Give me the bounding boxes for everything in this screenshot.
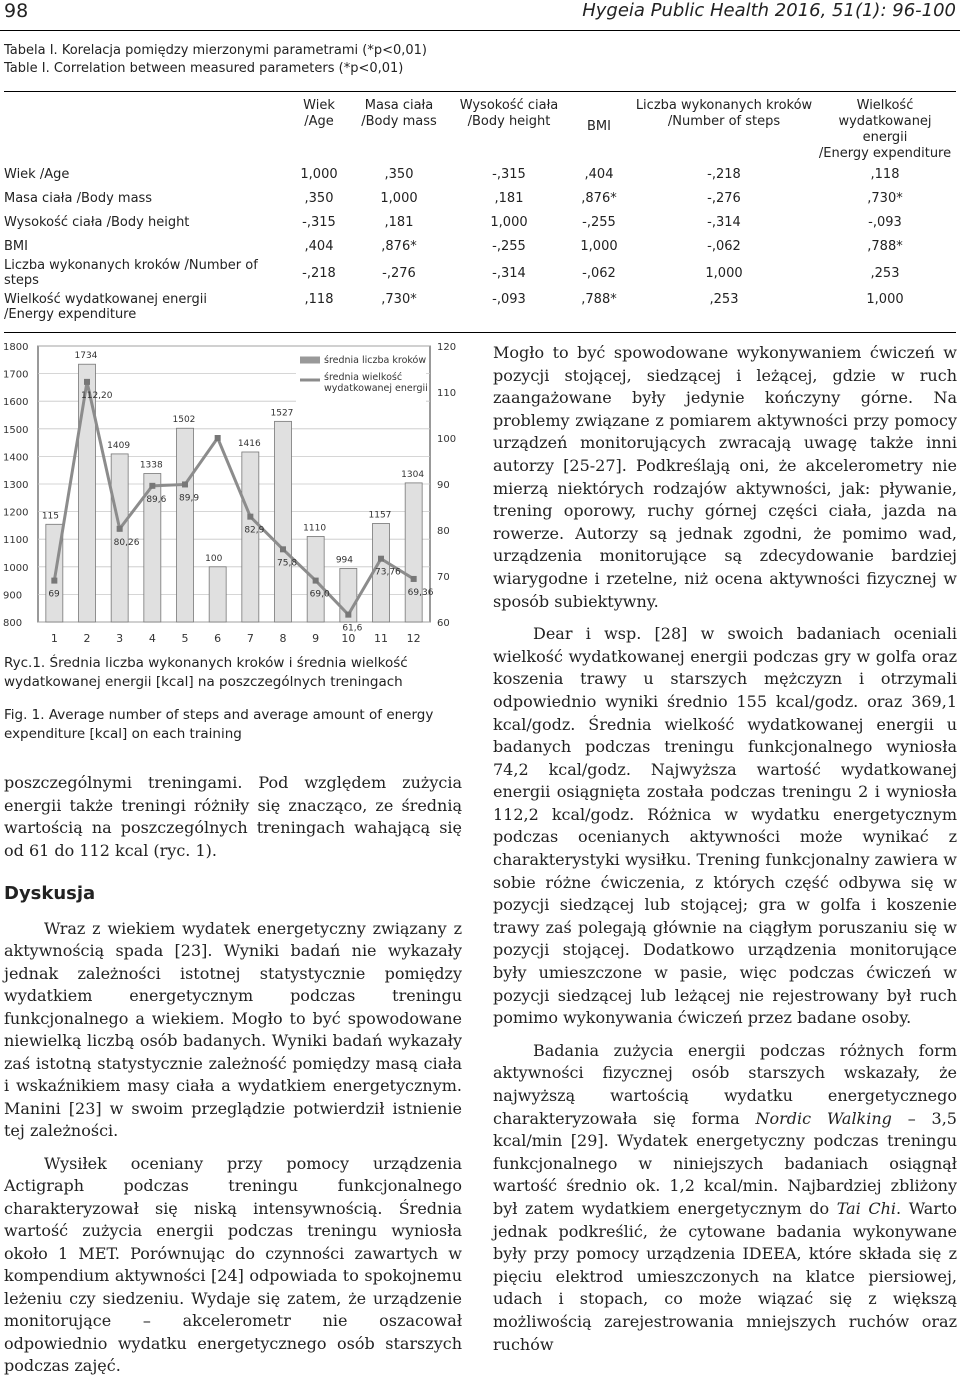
bar-value-label: 1416: [237, 438, 261, 449]
figure-caption-pl: Ryc.1. Średnia liczba wykonanych kroków i średnia wielkość wydatkowanej energii [kcal] na poszczególnych treningach: [4, 655, 408, 690]
table-row: [4, 186, 956, 210]
table-cell: -,062: [582, 265, 616, 281]
column-header: Wiek /Age: [294, 92, 344, 163]
y-left-tick-label: 1700: [3, 369, 29, 381]
energy-point: [345, 612, 351, 618]
column-header: Wysokość ciała /Body height: [454, 92, 564, 163]
energy-point: [378, 556, 384, 562]
table-cell: -,255: [492, 238, 526, 254]
table-row: [4, 288, 956, 333]
table-cell: -,314: [492, 265, 526, 281]
energy-point: [84, 379, 90, 385]
row-label: Wysokość ciała /Body height: [4, 214, 190, 230]
table-caption-pl: Tabela I. Korelacja pomiędzy mierzonymi parametrami (*p<0,01): [4, 43, 427, 58]
row-label: Masa ciała /Body mass: [4, 190, 153, 206]
table-cell: ,730*: [867, 190, 903, 206]
correlation-table: [4, 91, 956, 333]
body-paragraph: Wraz z wiekiem wydatek energetyczny związany z aktywnością spada [23]. Wyniki badań nie wykazały jednak zależności istotnej statystycznie pomiędzy wydatkiem energetycznym podczas treningu funkcjonalnego a wiekiem. Mogło to być spowodowane niewielką liczbą osób badanych. Wyniki badań wykazały zaś istotną statystycznie zależność pomiędzy masą ciała i wskaźnikiem masy ciała a wydatkiem energetycznym. Manini [23] w swoim przeglądzie potwierdził istnienie tej zależności.: [4, 918, 462, 1140]
y-left-tick-label: 900: [3, 590, 23, 602]
y-left-tick-label: 1400: [3, 452, 29, 464]
x-tick-label: 7: [246, 632, 254, 645]
bar-value-label: 1734: [74, 351, 98, 362]
y-right-tick-label: 60: [437, 618, 450, 629]
table-cell: -,276: [707, 190, 741, 206]
y-right-tick-label: 120: [437, 342, 457, 353]
y-left-tick-label: 1300: [3, 480, 29, 491]
table-row: [4, 210, 956, 234]
line-value-label: 69,36: [407, 587, 434, 598]
line-value-label: 69: [48, 589, 60, 600]
energy-point: [182, 481, 188, 487]
table-cell: ,350: [384, 166, 414, 182]
table-row: [4, 162, 956, 186]
bar-value-label: 1527: [270, 408, 294, 419]
column-header: Masa ciała /Body mass: [344, 92, 454, 163]
y-right-tick-label: 90: [437, 480, 450, 491]
left-text-column: [4, 772, 462, 1378]
table-row: [4, 234, 956, 258]
table-cell: ,730*: [344, 288, 454, 333]
section-heading: Dyskusja: [4, 883, 96, 904]
x-tick-label: 5: [181, 632, 189, 645]
step-bar: [242, 452, 259, 622]
table-cell: -,093: [454, 288, 564, 333]
x-tick-label: 6: [214, 632, 222, 645]
row-label: Liczba wykonanych kroków /Number of steps: [4, 258, 258, 288]
energy-point: [411, 576, 417, 582]
table-cell: ,181: [494, 190, 524, 206]
table-cell: ,788*: [564, 288, 634, 333]
row-label: Wielkość wydatkowanej energii /Energy expenditure: [4, 288, 294, 333]
bar-value-label: 1304: [401, 469, 425, 480]
body-paragraph: Wysiłek oceniany przy pomocy urządzenia Actigraph podczas treningu funkcjonalnego charakteryzował się niską intensywnością. Średnia wartość zużycia energii podczas treningu wyniosła około 1 MET. Porównując do czynności zawartych w kompendium aktywności [24] odpowiada to spokojnemu leżeniu czy siedzeniu. Wydaje się zatem, że urządzenie monitorujące – akcelerometr nie oszacował odpowiednio wydatku energetycznego osób starszych podczas zajęć.: [4, 1153, 462, 1375]
body-paragraph: Mogło to być spowodowane wykonywaniem ćwiczeń w pozycji stojącej, siedzącej i leżącej, gdzie w ruch zaangażowane były jedynie kończyny górne. Na problemy związane z pomiarem aktywności przy pomocy urządzeń monitorujących zwracają uwagę także inni autorzy [25-27]. Podkreślają oni, że akcelerometry nie mierzą niektórych rodzajów aktywności, jak: pływanie, trening oporowy, ruchy górnej części ciała, jazda na rowerze. Autorzy są jednak zgodni, że pomimo wad, urządzenia monitorujące są zdecydowanie bardziej wiarygodne i rzetelne, niż ocena aktywności fizycznej w sposób subiektywny.: [493, 343, 957, 611]
x-tick-label: 11: [374, 632, 388, 645]
table-cell: ,876*: [581, 190, 617, 206]
bar-value-label: 994: [335, 555, 354, 566]
energy-point: [247, 514, 253, 520]
figure-caption: [4, 654, 460, 758]
x-tick-label: 8: [279, 632, 287, 645]
bar-value-label: 1338: [139, 460, 163, 471]
line-value-label: 89,6: [146, 494, 167, 505]
table-header-empty: [4, 92, 294, 163]
figure-caption-en: Fig. 1. Average number of steps and average amount of energy expenditure [kcal] on each training: [4, 707, 434, 742]
x-tick-label: 2: [83, 632, 91, 645]
table-cell: 1,000: [490, 214, 528, 230]
chart-svg: [0, 336, 460, 648]
bar-value-label: 1157: [368, 510, 392, 521]
table-cell: -,218: [707, 166, 741, 182]
table-cell: -,255: [582, 214, 616, 230]
line-value-label: 61,6: [342, 623, 363, 634]
energy-point: [313, 578, 319, 584]
table-cell: -,314: [707, 214, 741, 230]
table-cell: -,315: [302, 214, 336, 230]
legend-label-energy: średnia wielkość wydatkowanej energii: [324, 372, 428, 394]
table-cell: -,218: [302, 265, 336, 281]
body-paragraph: Dear i wsp. [28] w swoich badaniach oceniali wielkość wydatkowanej energii podczas gry w golfa oraz koszenia trawy u starszych mężczyzn i otrzymali odpowiednio wyniki średnio 155 kcal/godz. oraz 369,1 kcal/godz. Średnia wielkość wydatkowanej energii u badanych podczas treningu funkcjonalnego wyniosła 74,2 kcal/godz. Najwyższa wartość wydatkowanej energii osiągnięta została podczas treningu 2 i wyniosła 112,2 kcal/godz. Różnica w wydatku energetycznym podczas ocenianych aktywności może wynikać z charakterystyki wysiłku. Trening funkcjonalny zawiera w sobie różne ćwiczenia, z których część odbywa się w pozycji siedzącej lub stojącej; gra w golfa i koszenie trawy zaś polegają głównie na ciągłym poruszaniu się w pozycji stojącej. Dodatkowo urządzenia monitorujące były umieszczone w pasie, więc podczas ćwiczeń w pozycji siedzącej lub leżącej nie rejestrowany był ruch pomimo wykonywania ćwiczeń przez badane osoby.: [493, 624, 957, 1028]
x-tick-label: 3: [116, 632, 124, 645]
energy-point: [117, 526, 123, 532]
y-left-tick-label: 1000: [3, 562, 29, 574]
table-row: [4, 258, 956, 288]
y-left-tick-label: 1800: [3, 342, 29, 353]
y-right-tick-label: 70: [437, 572, 450, 583]
x-tick-label: 1: [50, 632, 58, 645]
energy-point: [215, 435, 221, 441]
table-cell: 1,000: [814, 288, 956, 333]
y-left-tick-label: 1200: [3, 507, 29, 519]
table-cell: ,181: [384, 214, 414, 230]
x-tick-label: 9: [312, 632, 320, 645]
body-paragraph: Badania zużycia energii podczas różnych form aktywności fizycznej osób starszych wskazały, że najwyższą wartością wydatku energetycznego charakteryzowała się forma Nordic Walking – 3,5 kcal/min [29]. Wydatek energetyczny podczas treningu funkcjonalnego w niniejszych badaniach osiągnął wartość średnio ok. 1,2 kcal/min. Najbardziej zbliżony był zatem wydatkiem energetycznym do Tai Chi. Warto jednak podkreślić, że cytowane badania wykonywane były przy pomocy urządzenia IDEEA, które składa się z pięciu elektrod umieszczonych na klatce piersiowej, udach i stopach, co może wiązać się z większą możliwością zarejestrowania mniejszych ruchów oraz ruchów: [493, 1040, 958, 1354]
table-cell: ,876*: [381, 238, 417, 254]
header-rule: [0, 30, 960, 31]
step-bar: [275, 421, 292, 622]
figure-chart: [0, 336, 460, 648]
table-header-row: [4, 92, 956, 163]
x-tick-label: 10: [341, 632, 356, 645]
line-value-label: 73,76: [375, 567, 401, 578]
line-value-label: 82,9: [244, 525, 265, 536]
table-cell: 1,000: [705, 265, 743, 281]
body-paragraph: poszczególnymi treningami. Pod względem zużycia energii także treningi różniły się znacząco, ze średnią wartością na poszczególnych treningach wahającą się od 61 do 112 kcal (ryc. 1).: [4, 773, 462, 860]
bar-value-label: 1409: [107, 440, 131, 451]
table-cell: ,404: [304, 238, 334, 254]
line-value-label: 75,8: [277, 558, 298, 569]
y-right-tick-label: 100: [437, 434, 457, 445]
bar-value-label: 1502: [172, 415, 196, 426]
table-caption-en: Table I. Correlation between measured parameters (*p<0,01): [4, 60, 404, 76]
table-cell: -,276: [382, 265, 416, 281]
column-header: Wielkość wydatkowanej energii /Energy expenditure: [814, 92, 956, 163]
column-header: Liczba wykonanych kroków /Number of steps: [634, 92, 814, 163]
line-value-label: 89,9: [179, 493, 200, 504]
bar-value-label: 100: [205, 553, 223, 564]
y-left-tick-label: 800: [3, 618, 23, 629]
table-cell: ,253: [870, 265, 900, 281]
legend-label-steps: średnia liczba kroków: [324, 355, 427, 366]
journal-title: Hygeia Public Health 2016, 51(1): 96-100: [582, 0, 956, 21]
x-tick-label: 4: [148, 632, 156, 645]
table-cell: ,350: [304, 190, 334, 206]
line-value-label: 69,0: [309, 589, 330, 600]
y-right-tick-label: 80: [437, 526, 450, 537]
column-header: BMI: [564, 92, 634, 163]
table-cell: ,788*: [867, 238, 903, 254]
energy-point: [149, 483, 155, 489]
right-text-column: [493, 342, 957, 1356]
table-cell: -,093: [868, 214, 902, 230]
line-value-label: 80,26: [113, 537, 140, 548]
y-left-tick-label: 1500: [3, 424, 29, 436]
table-cell: 1,000: [300, 166, 338, 182]
step-bar: [405, 483, 422, 622]
y-left-tick-label: 1600: [3, 397, 29, 409]
step-bar: [177, 428, 194, 622]
energy-point: [280, 546, 286, 552]
table-cell: 1,000: [580, 238, 618, 254]
table-caption: [4, 42, 427, 77]
y-right-tick-label: 110: [437, 388, 457, 399]
table-cell: -,315: [492, 166, 526, 182]
table-cell: 1,000: [380, 190, 418, 206]
table-cell: ,118: [870, 166, 900, 182]
y-left-tick-label: 1100: [3, 535, 29, 547]
x-tick-label: 12: [406, 632, 421, 645]
table-cell: ,118: [294, 288, 344, 333]
bar-value-label: 1110: [303, 523, 327, 534]
energy-point: [51, 578, 57, 584]
row-label: BMI: [4, 238, 28, 254]
step-bar: [209, 567, 226, 622]
table-cell: ,404: [584, 166, 614, 182]
row-label: Wiek /Age: [4, 166, 70, 182]
table-cell: ,253: [634, 288, 814, 333]
bar-value-label: 115: [41, 511, 60, 522]
line-value-label: 112,20: [81, 390, 113, 401]
table-cell: -,062: [707, 238, 741, 254]
page-number: 98: [4, 0, 29, 22]
